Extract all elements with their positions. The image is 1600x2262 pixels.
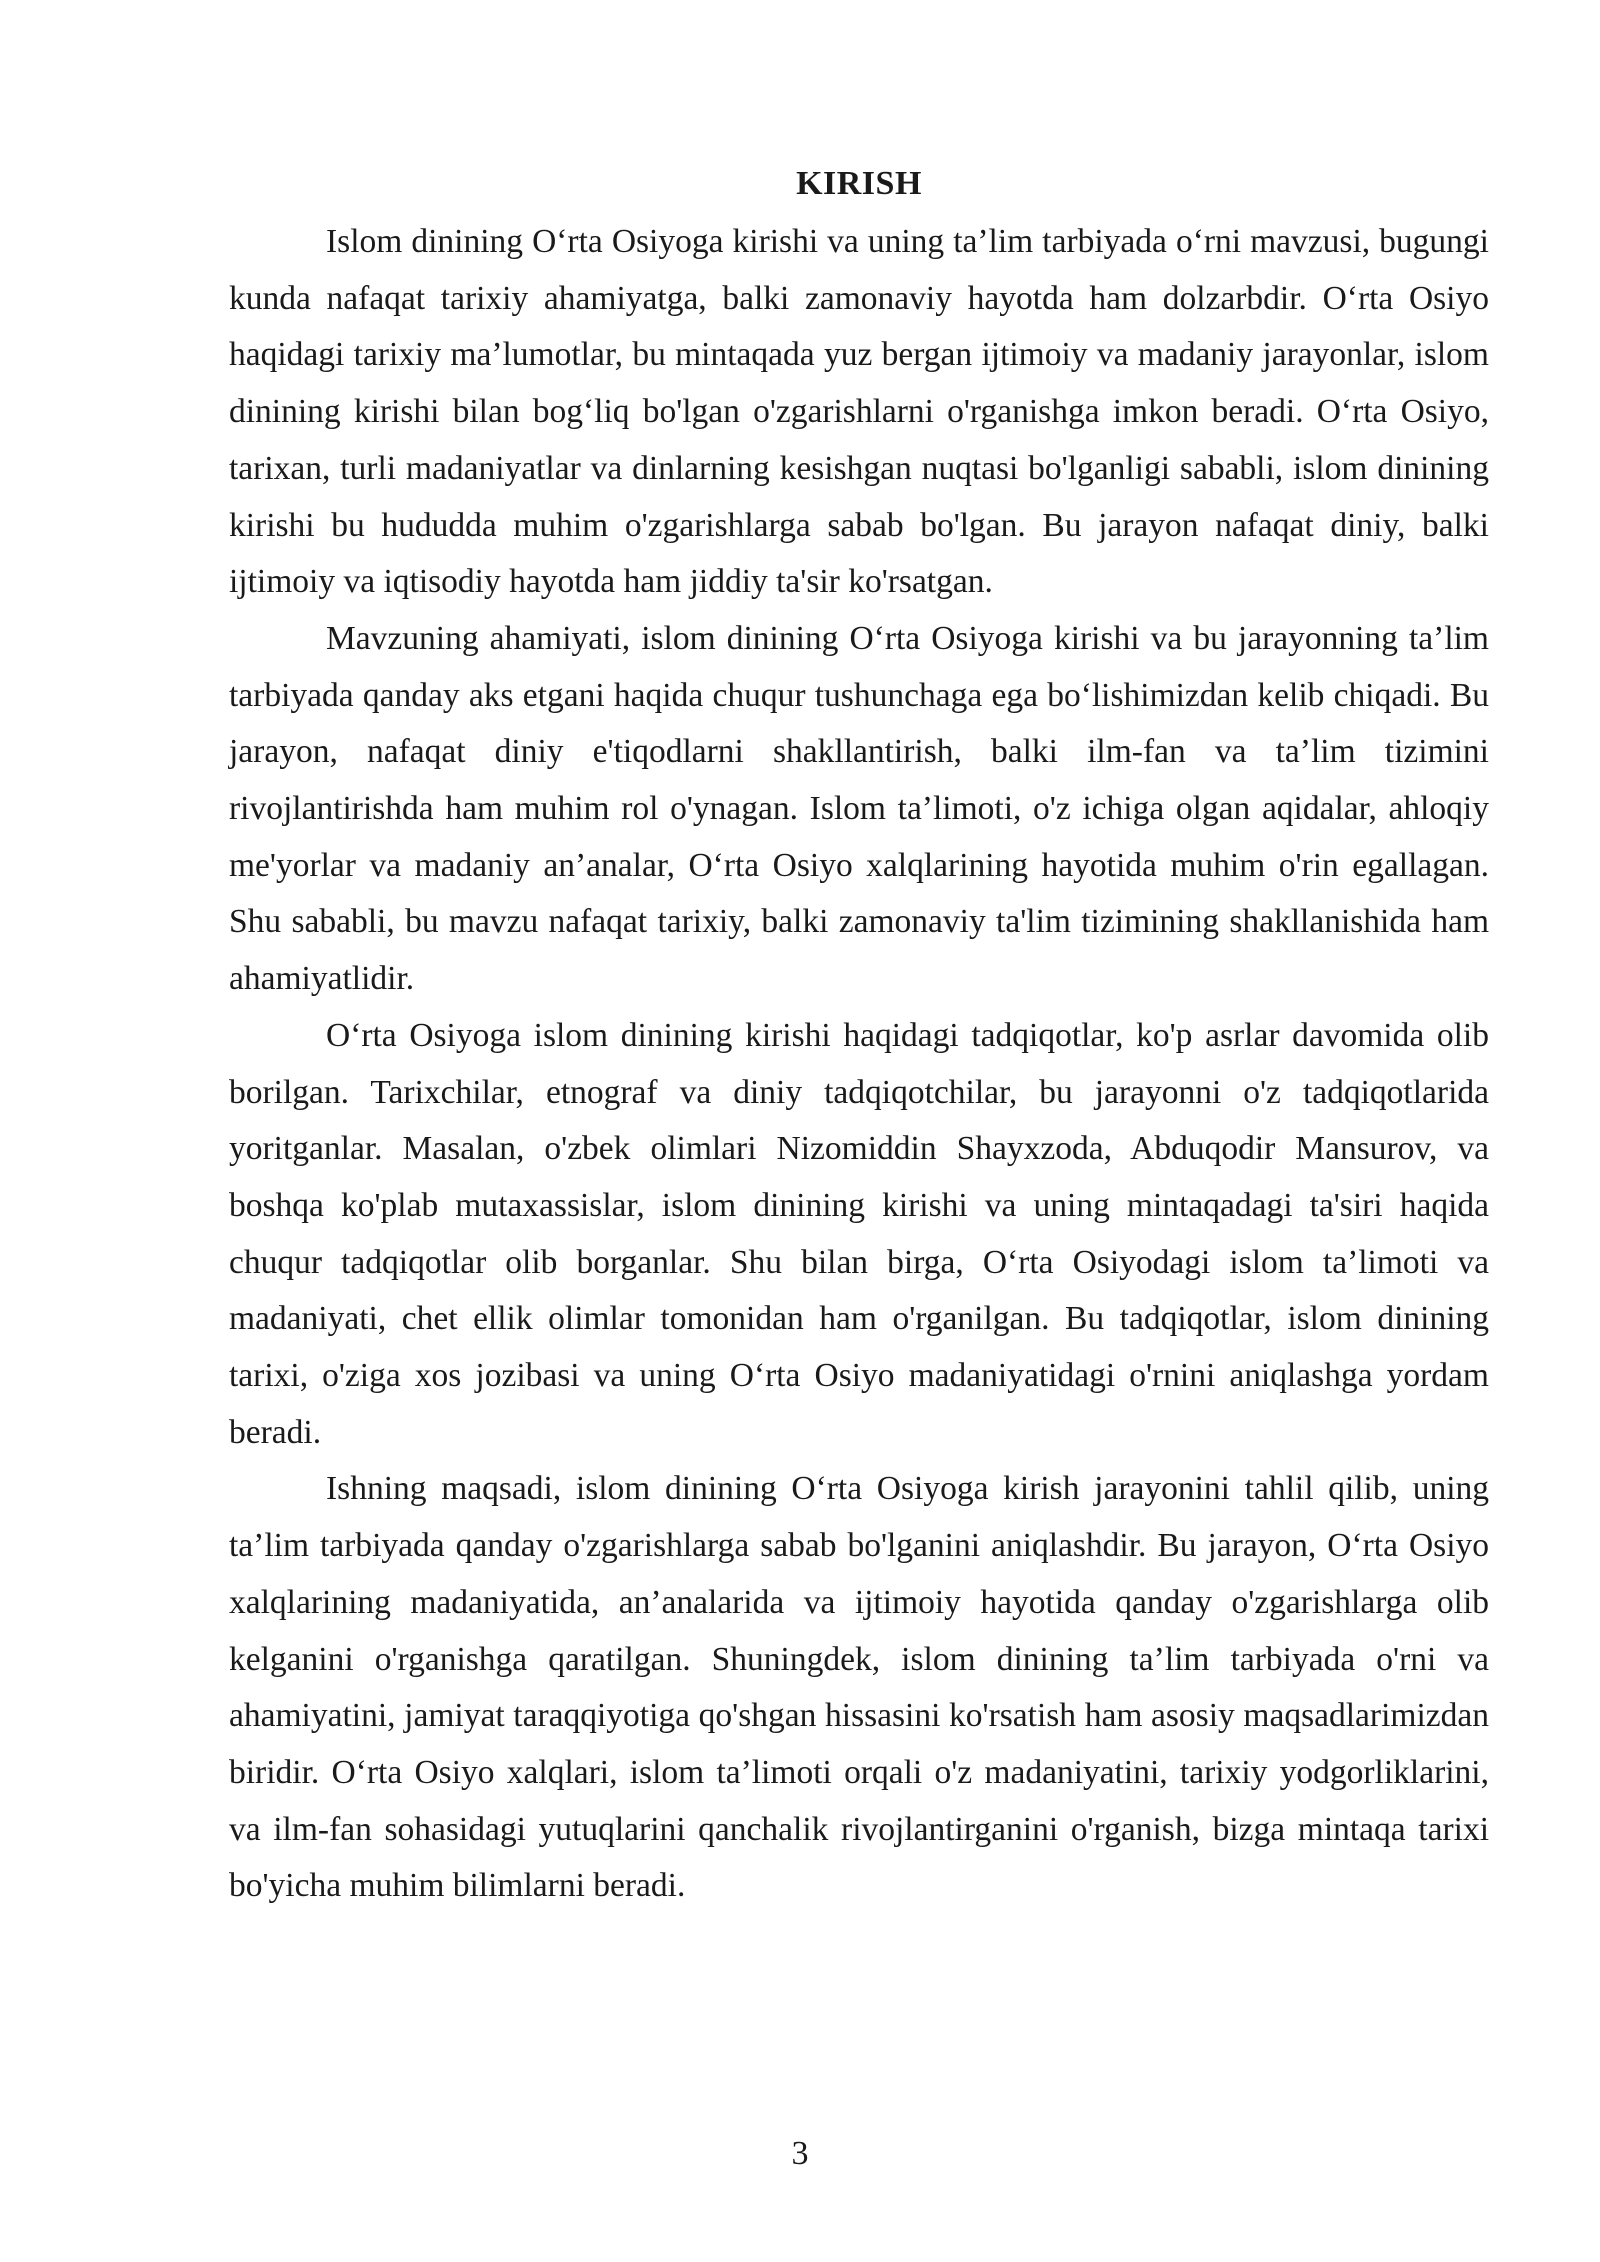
paragraph-topic-importance: Mavzuning ahamiyati, islom dinining O‘rta Osiyoga kirishi va bu jarayonning ta’lim tarbiyada qanday aks etgani haqida chuqur tushunchaga ega bo‘lishimizdan kelib chiqadi. Bu jarayon, nafaqat diniy e'tiqodlarni shakllantirish, balki ilm-fan va ta’lim tizimini rivojlantirishda ham muhim rol o'ynagan. Islom ta’limoti, o'z ichiga olgan aqidalar, ahloqiy me'yorlar va madaniy an’analar, O‘rta Osiyo xalqlarining hayotida muhim o'rin egallagan. Shu sababli, bu mavzu nafaqat tarixiy, balki zamonaviy ta'lim tizimining shakllanishida ham ahamiyatlidir.: [229, 619, 1489, 998]
paragraph-work-goal: Ishning maqsadi, islom dinining O‘rta Osiyoga kirish jarayonini tahlil qilib, uning ta’lim tarbiyada qanday o'zgarishlarga sabab bo'lganini aniqlashdir. Bu jarayon, O‘rta Osiyo xalqlarining madaniyatida, an’analarida va ijtimoiy hayotida qanday o'zgarishlarga olib kelganini o'rganishga qaratilgan. Shuningdek, islom dinining ta’lim tarbiyada o'rni va ahamiyatini, jamiyat taraqqiyotiga qo'shgan hissasini ko'rsatish ham asosiy maqsadlarimizdan biridir. O‘rta Osiyo xalqlari, islom ta’limoti orqali o'z madaniyatini, tarixiy yodgorliklarini, va ilm-fan sohasidagi yutuqlarini qanchalik rivojlantirganini o'rganish, bizga mintaqa tarixi bo'yicha muhim bilimlarni beradi.: [229, 1470, 1489, 1905]
paragraph-research-review: O‘rta Osiyoga islom dinining kirishi haqidagi tadqiqotlar, ko'p asrlar davomida olib borilgan. Tarixchilar, etnograf va diniy tadqiqotchilar, bu jarayonni o'z tadqiqotlarida yoritganlar. Masalan, o'zbek olimlari Nizomiddin Shayxzoda, Abduqodir Mansurov, va boshqa ko'plab mutaxassislar, islom dinining kirishi va uning mintaqadagi ta'siri haqida chuqur tadqiqotlar olib borganlar. Shu bilan birga, O‘rta Osiyodagi islom ta’limoti va madaniyati, chet ellik olimlar tomonidan ham o'rganilgan. Bu tadqiqotlar, islom dinining tarixi, o'ziga xos jozibasi va uning O‘rta Osiyo madaniyatidagi o'rnini aniqlashga yordam beradi.: [229, 1016, 1489, 1451]
document-page: [229, 160, 1489, 1915]
paragraph-introduction: Islom dinining O‘rta Osiyoga kirishi va uning ta’lim tarbiyada o‘rni mavzusi, bugungi kunda nafaqat tarixiy ahamiyatga, balki zamonaviy hayotda ham dolzarbdir. O‘rta Osiyo haqidagi tarixiy ma’lumotlar, bu mintaqada yuz bergan ijtimoiy va madaniy jarayonlar, islom dinining kirishi bilan bog‘liq bo'lgan o'zgarishlarni o'rganishga imkon beradi. O‘rta Osiyo, tarixan, turli madaniyatlar va dinlarning kesishgan nuqtasi bo'lganligi sababli, islom dinining kirishi bu hududda muhim o'zgarishlarga sabab bo'lgan. Bu jarayon nafaqat diniy, balki ijtimoiy va iqtisodiy hayotda ham jiddiy ta'sir ko'rsatgan.: [229, 223, 1489, 601]
page-number: 3: [791, 2135, 809, 2172]
section-title: KIRISH: [796, 165, 922, 202]
